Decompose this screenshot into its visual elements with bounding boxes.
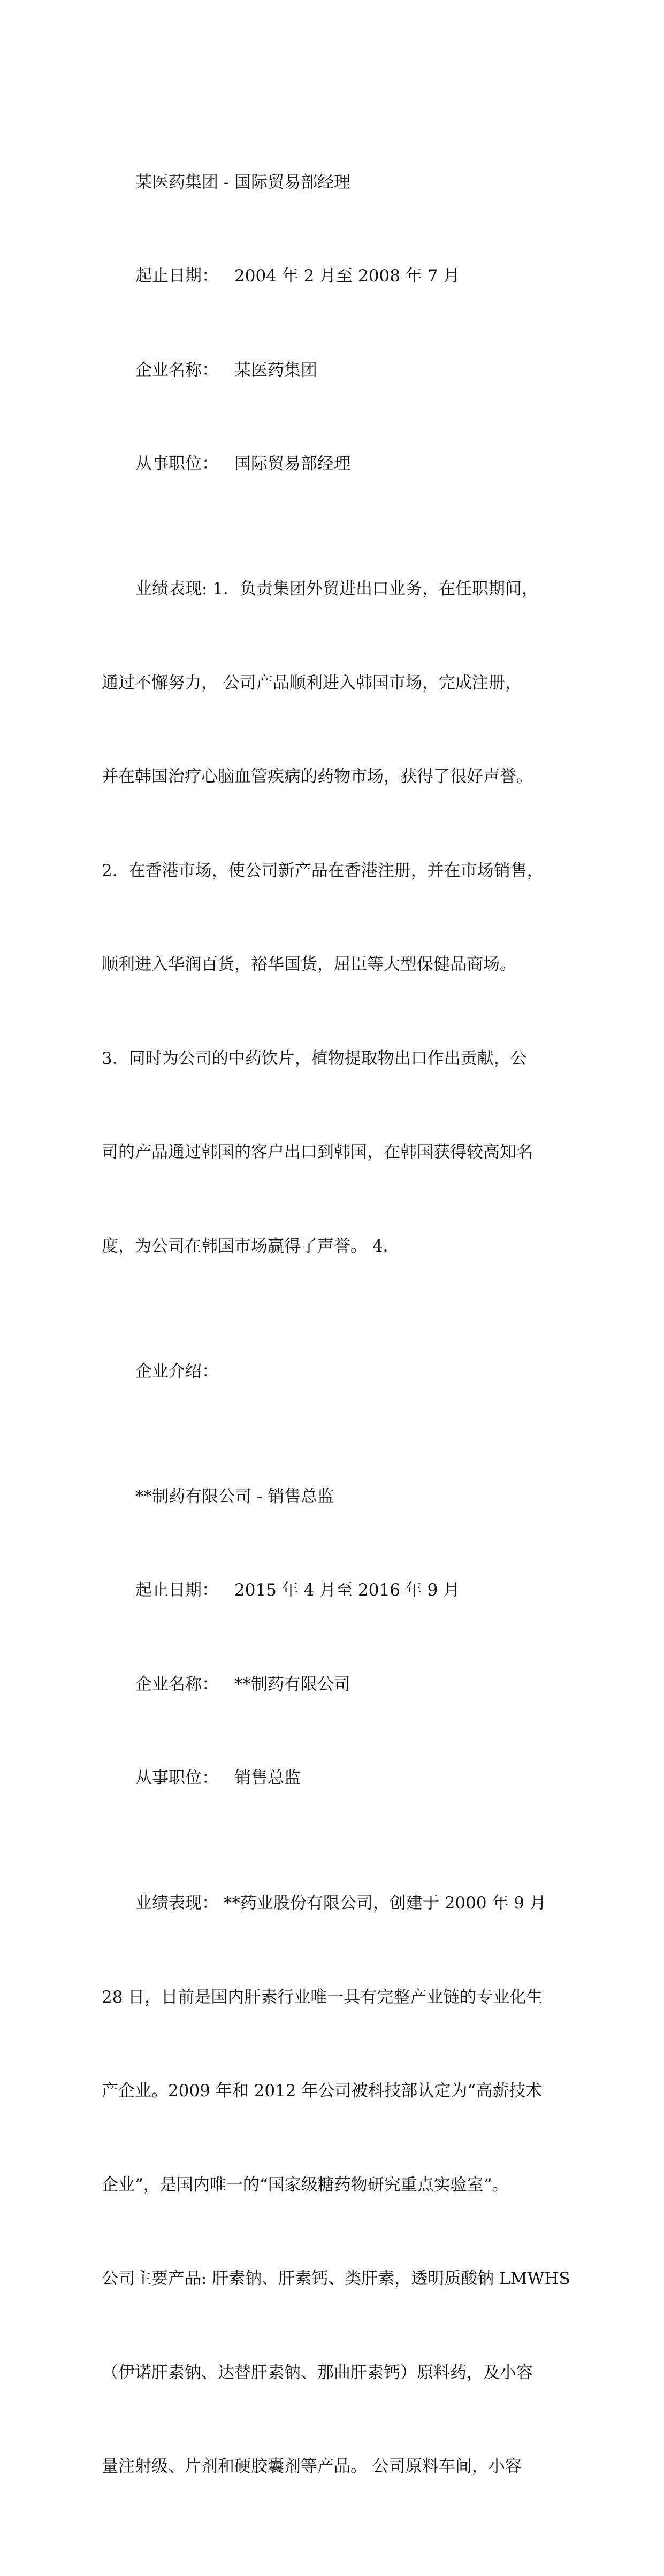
performance-line: 业绩表现: 1．负责集团外贸进出口业务，在任职期间，	[135, 579, 539, 599]
performance-line: 业绩表现： **药业股份有限公司，创建于 2000 年 9 月	[135, 1893, 546, 1913]
performance-line: 通过不懈努力， 公司产品顺利进入韩国市场，完成注册，	[102, 673, 522, 693]
position-row-2	[102, 1762, 562, 1794]
company-value: 某医药集团	[234, 360, 317, 380]
company-label: 企业名称：	[135, 360, 218, 380]
period-row-2	[102, 1575, 562, 1606]
job-heading-2: **制药有限公司 - 销售总监	[135, 1486, 334, 1506]
performance-line: 3．同时为公司的中药饮片，植物提取物出口作出贡献，公	[102, 1048, 527, 1068]
position-value: 国际贸易部经理	[234, 454, 350, 473]
period-row-1	[102, 260, 562, 292]
period-value: 2015 年 4 月至 2016 年 9 月	[234, 1581, 460, 1600]
period-label: 起止日期：	[135, 1581, 218, 1600]
performance-line: 度，为公司在韩国市场赢得了声誉。 4．	[102, 1236, 400, 1256]
position-label: 从事职位：	[135, 1768, 218, 1788]
performance-line: 28 日，目前是国内肝素行业唯一具有完整产业链的专业化生	[102, 1987, 543, 2007]
company-label: 企业名称：	[135, 1674, 218, 1694]
performance-line: （伊诺肝素钠、达替肝素钠、那曲肝素钙）原料药，及小容	[102, 2363, 533, 2382]
performance-line: 产企业。2009 年和 2012 年公司被科技部认定为“高薪技术	[102, 2081, 543, 2100]
company-row-2	[102, 1669, 562, 1700]
position-value: 销售总监	[234, 1768, 301, 1788]
performance-line: 顺利进入华润百货，裕华国货，屈臣等大型保健品商场。	[102, 955, 516, 974]
performance-line: 司的产品通过韩国的客户出口到韩国，在韩国获得较高知名	[102, 1143, 533, 1162]
company-row-1	[102, 355, 562, 386]
performance-line: 企业”，是国内唯一的“国家级糖药物研究重点实验室”。	[102, 2175, 509, 2195]
job-heading-1: 某医药集团 - 国际贸易部经理	[135, 172, 351, 192]
intro-label: 企业介绍：	[135, 1361, 218, 1381]
position-label: 从事职位：	[135, 454, 218, 473]
position-row-1	[102, 448, 562, 480]
period-label: 起止日期：	[135, 266, 218, 286]
company-value: **制药有限公司	[234, 1674, 350, 1694]
performance-line: 并在韩国治疗心脑血管疾病的药物市场，获得了很好声誉。	[102, 767, 533, 786]
performance-line: 量注射级、片剂和硬胶囊剂等产品。 公司原料车间，小容	[102, 2457, 522, 2476]
performance-line: 2．在香港市场，使公司新产品在香港注册，并在市场销售，	[102, 861, 544, 880]
performance-line: 公司主要产品: 肝素钠、肝素钙、类肝素，透明质酸钠 LMWHS	[102, 2269, 570, 2288]
period-value: 2004 年 2 月至 2008 年 7 月	[234, 266, 460, 286]
resume-body	[102, 73, 570, 2576]
